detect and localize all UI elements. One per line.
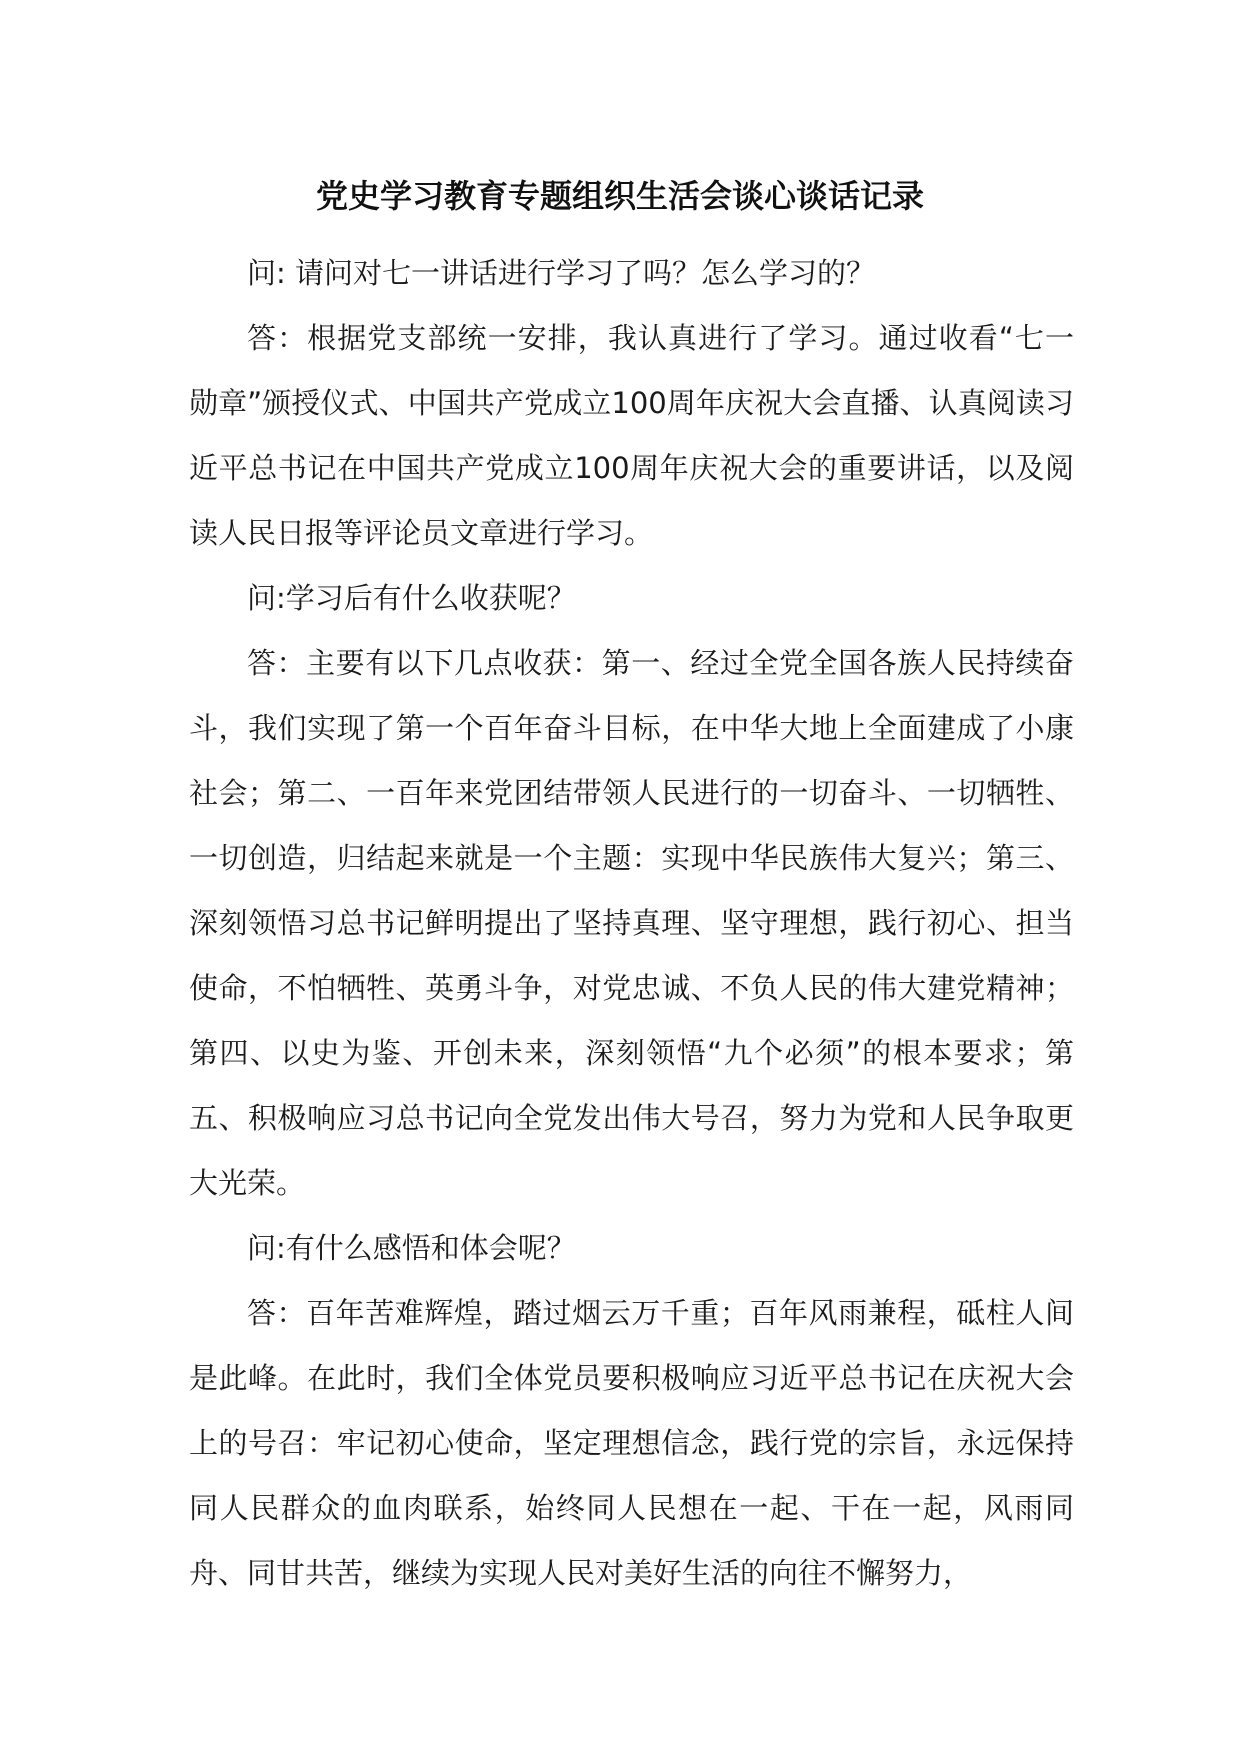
document-title: 党史学习教育专题组织生活会谈心谈话记录 — [315, 177, 924, 215]
question-paragraph: 问: 请问对七一讲话进行学习了吗？怎么学习的？ — [247, 256, 875, 290]
question-paragraph: 问:有什么感悟和体会呢？ — [247, 1231, 576, 1265]
question-paragraph: 问:学习后有什么收获呢？ — [247, 581, 576, 615]
answer-paragraph: 答：根据党支部统一安排，我认真进行了学习。通过收看“七一勋章”颁授仪式、中国共产党成立100周年庆祝大会直播、认真阅读习近平总书记在中国共产党成立100周年庆祝大会的重要讲话，以及阅读人民日报等评论员文章进行学习。 — [189, 321, 1074, 550]
answer-paragraph: 答：主要有以下几点收获：第一、经过全党全国各族人民持续奋斗，我们实现了第一个百年奋斗目标，在中华大地上全面建成了小康社会；第二、一百年来党团结带领人民进行的一切奋斗、一切牺牲、一切创造，归结起来就是一个主题：实现中华民族伟大复兴；第三、深刻领悟习总书记鲜明提出了坚持真理、坚守理想，践行初心、担当使命，不怕牺牲、英勇斗争，对党忠诚、不负人民的伟大建党精神；第四、以史为鉴、开创未来，深刻领悟“九个必须”的根本要求；第五、积极响应习总书记向全党发出伟大号召，努力为党和人民争取更大光荣。 — [189, 646, 1074, 1200]
answer-paragraph: 答：百年苦难辉煌，踏过烟云万千重；百年风雨兼程，砥柱人间是此峰。在此时，我们全体党员要积极响应习近平总书记在庆祝大会上的号召：牢记初心使命，坚定理想信念，践行党的宗旨，永远保持同人民群众的血肉联系，始终同人民想在一起、干在一起，风雨同舟、同甘共苦，继续为实现人民对美好生活的向往不懈努力， — [189, 1296, 1074, 1590]
document-body — [189, 241, 1074, 1606]
